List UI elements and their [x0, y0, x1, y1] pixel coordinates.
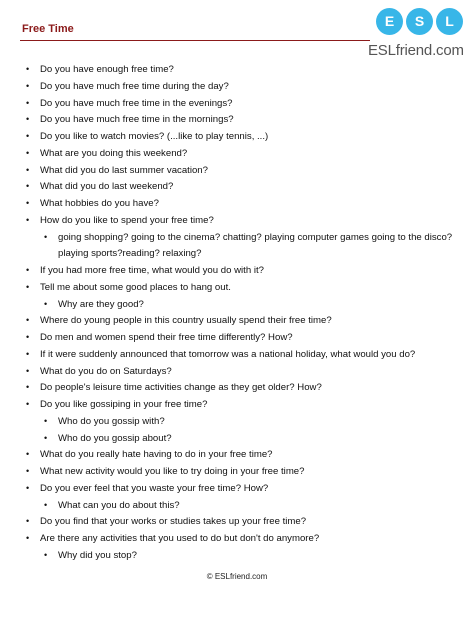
sub-list-item — [0, 498, 474, 515]
list-item — [0, 280, 474, 297]
bullet-icon: • — [26, 97, 30, 108]
logo-letter-s: S — [406, 8, 433, 35]
bullet-icon: • — [26, 516, 30, 527]
bullet-icon: • — [26, 533, 30, 543]
question-text: Who do you gossip with? — [58, 415, 165, 427]
bullet-icon: • — [26, 348, 30, 359]
list-item — [0, 263, 474, 280]
question-text: Do you have much free time in the evenings? — [40, 97, 233, 109]
question-text: Tell me about some good places to hang out. — [40, 281, 231, 293]
question-text: If you had more free time, what would you do with it? — [40, 265, 264, 276]
question-text: going shopping? going to the cinema? chatting? playing computer games going to the disco? playing sports?reading? relaxing? — [58, 231, 453, 259]
bullet-icon: • — [26, 214, 30, 225]
list-item — [0, 213, 474, 230]
question-text: Do you have much free time during the day? — [40, 80, 229, 92]
sub-list-item — [0, 548, 474, 565]
question-text: Do you find that your works or studies takes up your free time? — [40, 516, 307, 528]
list-item — [0, 464, 474, 481]
sub-list-item — [0, 431, 474, 448]
question-text: If it were suddenly announced that tomorrow was a national holiday, what would you do? — [40, 348, 416, 360]
list-item — [0, 364, 474, 381]
list-item — [0, 531, 474, 548]
list-item — [0, 481, 474, 498]
list-item — [0, 112, 474, 129]
list-item — [0, 347, 474, 364]
bullet-icon: • — [44, 415, 48, 426]
sub-list-item — [0, 297, 474, 314]
eslfriend-logo — [366, 6, 466, 64]
question-text: Do men and women spend their free time differently? How? — [40, 332, 293, 343]
list-item — [0, 330, 474, 347]
question-text: Why did you stop? — [58, 549, 137, 561]
logo-text: ESLfriend.com — [368, 42, 464, 59]
list-item — [0, 96, 474, 113]
list-item — [0, 179, 474, 196]
list-item — [0, 380, 474, 397]
page-title: Free Time — [22, 23, 74, 35]
question-text: What are you doing this weekend? — [40, 147, 188, 159]
list-item — [0, 514, 474, 531]
bullet-icon: • — [26, 64, 30, 74]
question-text: What do you do on Saturdays? — [40, 365, 172, 377]
bullet-icon: • — [26, 482, 30, 493]
list-item — [0, 397, 474, 414]
question-text: What did you do last weekend? — [40, 181, 174, 193]
bullet-icon: • — [44, 499, 48, 510]
bullet-icon: • — [44, 298, 48, 309]
question-text: Who do you gossip about? — [58, 432, 172, 444]
question-text: What hobbies do you have? — [40, 198, 159, 209]
bullet-icon: • — [26, 147, 30, 158]
logo-letter-l: L — [436, 8, 463, 35]
bullet-icon: • — [26, 198, 30, 208]
question-text: Do you have enough free time? — [40, 64, 174, 75]
question-text: Are there any activities that you used to do but don't do anymore? — [40, 533, 320, 544]
question-text: Do people's leisure time activities change as they get older? How? — [40, 382, 322, 394]
bullet-icon: • — [26, 332, 30, 342]
list-item — [0, 313, 474, 330]
list-item — [0, 62, 474, 79]
question-text: How do you like to spend your free time? — [40, 214, 214, 226]
sub-list-item — [0, 230, 474, 264]
footer-copyright: © ESLfriend.com — [206, 572, 268, 581]
bullet-icon: • — [26, 114, 30, 125]
bullet-icon: • — [44, 549, 48, 560]
logo-letter-e: E — [376, 8, 403, 35]
bullet-icon: • — [44, 432, 48, 443]
list-item — [0, 163, 474, 180]
bullet-icon: • — [26, 281, 30, 292]
bullet-icon: • — [44, 231, 48, 242]
list-item — [0, 196, 474, 213]
list-item — [0, 129, 474, 146]
question-text: What new activity would you like to try doing in your free time? — [40, 466, 305, 477]
question-text: Why are they good? — [58, 298, 144, 310]
bullet-icon: • — [26, 164, 30, 175]
question-text: Do you like gossiping in your free time? — [40, 399, 208, 410]
question-text: What can you do about this? — [58, 499, 180, 511]
sub-list-item — [0, 414, 474, 431]
bullet-icon: • — [26, 181, 30, 192]
bullet-icon: • — [26, 466, 30, 476]
title-underline — [20, 40, 370, 41]
bullet-icon: • — [26, 399, 30, 409]
question-text: What do you really hate having to do in your free time? — [40, 449, 273, 461]
question-text: Where do young people in this country usually spend their free time? — [40, 315, 332, 327]
list-item — [0, 79, 474, 96]
bullet-icon: • — [26, 382, 30, 393]
question-list — [0, 62, 474, 565]
question-text: What did you do last summer vacation? — [40, 164, 208, 176]
question-text: Do you like to watch movies? (...like to play tennis, ...) — [40, 131, 269, 142]
question-text: Do you have much free time in the mornings? — [40, 114, 234, 126]
list-item — [0, 447, 474, 464]
question-text: Do you ever feel that you waste your free time? How? — [40, 482, 269, 494]
list-item — [0, 146, 474, 163]
bullet-icon: • — [26, 315, 30, 326]
bullet-icon: • — [26, 449, 30, 460]
bullet-icon: • — [26, 265, 30, 275]
bullet-icon: • — [26, 131, 30, 141]
logo-bubbles — [374, 6, 466, 38]
bullet-icon: • — [26, 365, 30, 376]
bullet-icon: • — [26, 80, 30, 91]
